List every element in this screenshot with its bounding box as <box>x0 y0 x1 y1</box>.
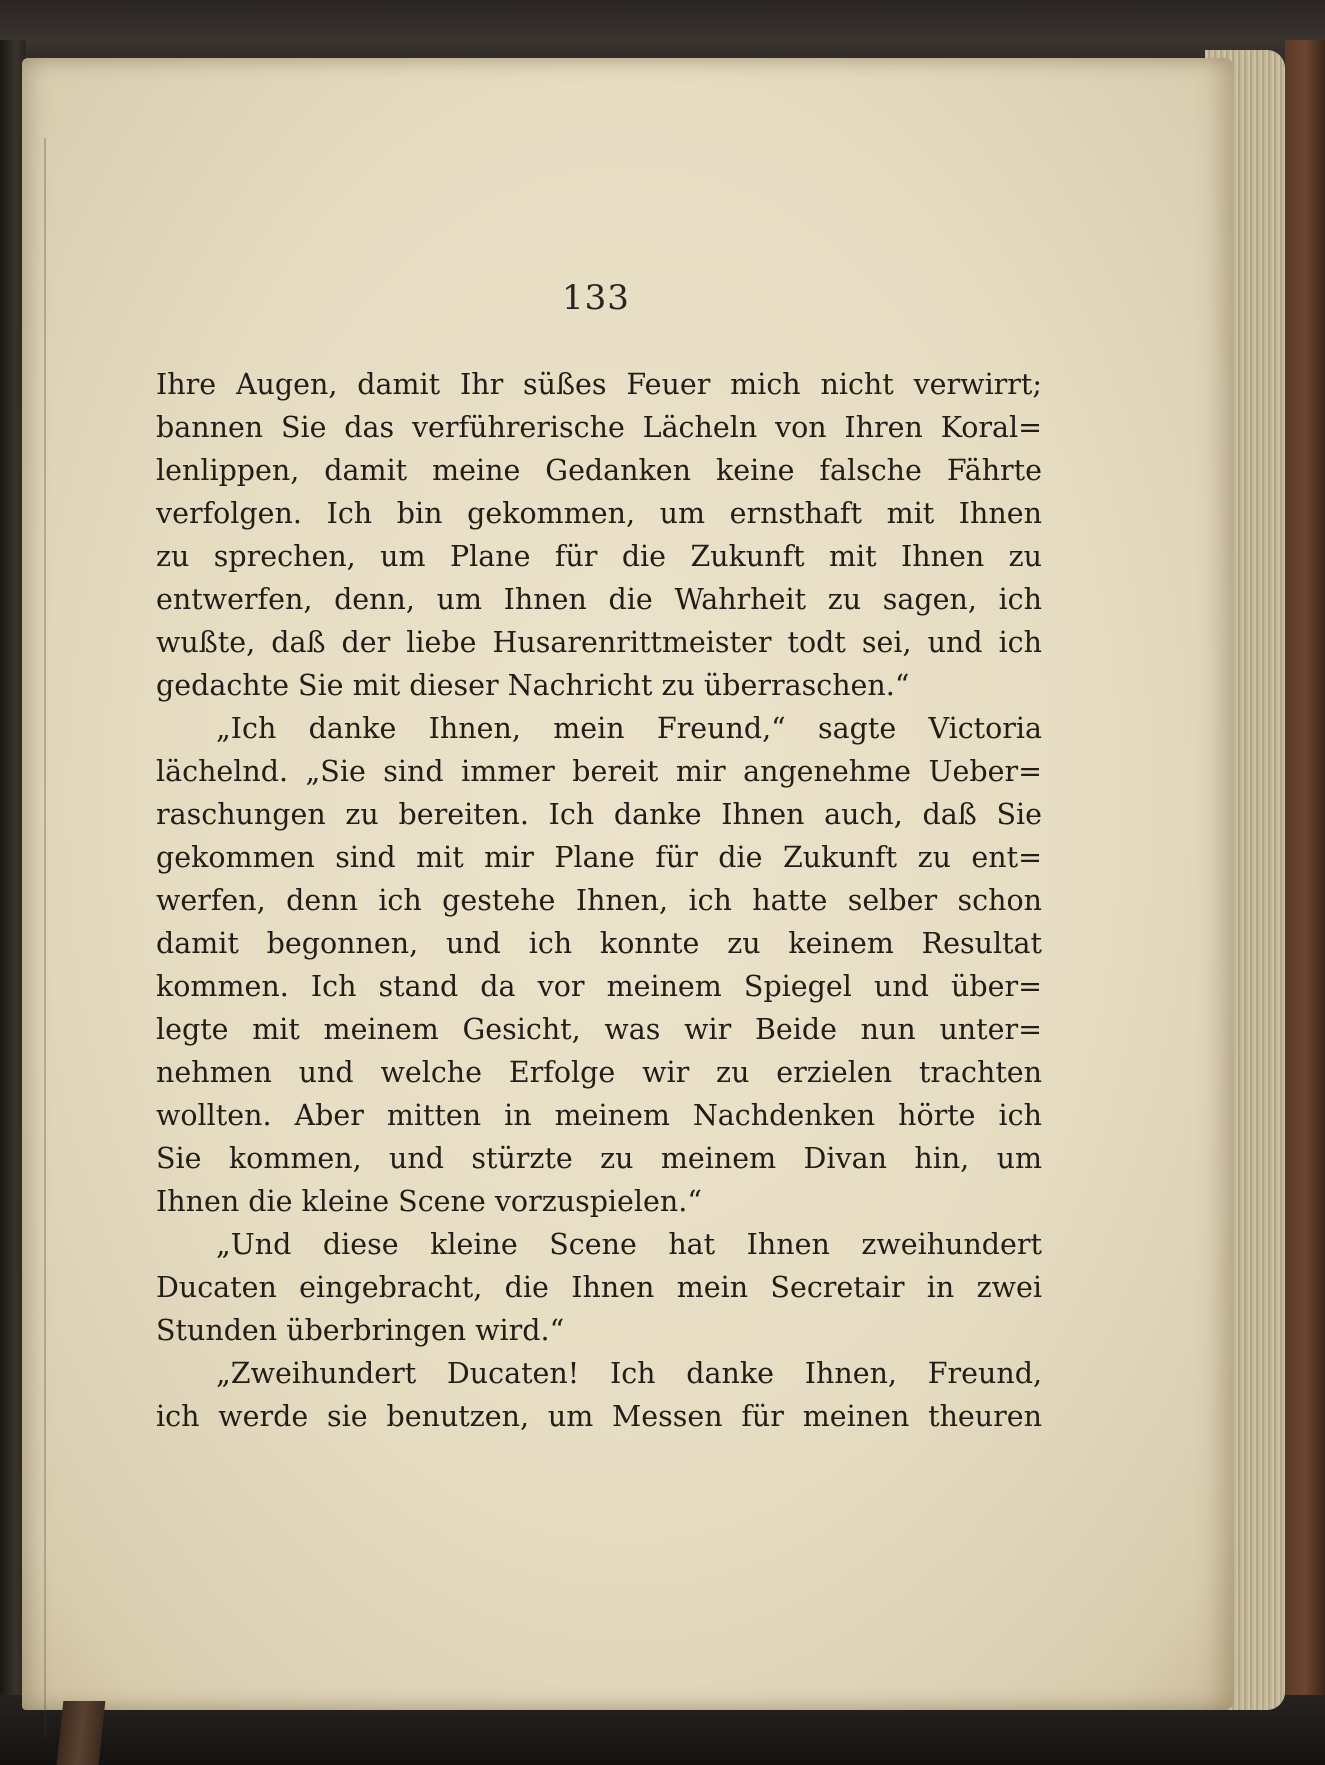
book-page <box>22 58 1234 1710</box>
text-line: lenlippen, damit meine Gedanken keine falsche Fährte <box>156 454 1042 487</box>
text-line: kommen. Ich stand da vor meinem Spiegel und über= <box>156 970 1042 1003</box>
text-line: „Und diese kleine Scene hat Ihnen zweihundert <box>216 1228 1042 1261</box>
text-line: Ihnen die kleine Scene vorzuspielen.“ <box>156 1185 702 1218</box>
text-line: wußte, daß der liebe Husarenrittmeister todt sei, und ich <box>156 626 1042 659</box>
text-line: raschungen zu bereiten. Ich danke Ihnen auch, daß Sie <box>156 798 1042 831</box>
text-block <box>156 363 1042 1438</box>
text-line: legte mit meinem Gesicht, was wir Beide nun unter= <box>156 1013 1042 1046</box>
text-line: gedachte Sie mit dieser Nachricht zu überraschen.“ <box>156 669 910 702</box>
text-line: werfen, denn ich gestehe Ihnen, ich hatte selber schon <box>156 884 1042 917</box>
text-line: gekommen sind mit mir Plane für die Zukunft zu ent= <box>156 841 1042 874</box>
text-line: Sie kommen, und stürzte zu meinem Divan hin, um <box>156 1142 1042 1175</box>
text-line: Ducaten eingebracht, die Ihnen mein Secretair in zwei <box>156 1271 1042 1304</box>
book-cover-right <box>1285 40 1325 1730</box>
text-line: bannen Sie das verführerische Lächeln von Ihren Koral= <box>156 411 1042 444</box>
text-line: ich werde sie benutzen, um Messen für meinen theuren <box>156 1400 1042 1433</box>
text-line: lächelnd. „Sie sind immer bereit mir angenehme Ueber= <box>156 755 1042 788</box>
text-line: „Ich danke Ihnen, mein Freund,“ sagte Victoria <box>216 712 1042 745</box>
page-number: 133 <box>562 278 630 318</box>
gutter-line <box>44 138 46 1738</box>
text-line: zu sprechen, um Plane für die Zukunft mit Ihnen zu <box>156 540 1042 573</box>
text-line: Ihre Augen, damit Ihr süßes Feuer mich nicht verwirrt; <box>156 368 1042 401</box>
text-line: nehmen und welche Erfolge wir zu erzielen trachten <box>156 1056 1042 1089</box>
text-line: wollten. Aber mitten in meinem Nachdenken hörte ich <box>156 1099 1042 1132</box>
text-line: damit begonnen, und ich konnte zu keinem Resultat <box>156 927 1042 960</box>
text-line: entwerfen, denn, um Ihnen die Wahrheit zu sagen, ich <box>156 583 1042 616</box>
text-line: „Zweihundert Ducaten! Ich danke Ihnen, Freund, <box>216 1357 1042 1390</box>
text-line: Stunden überbringen wird.“ <box>156 1314 565 1347</box>
bookmark-ribbon <box>57 1701 106 1765</box>
text-line: verfolgen. Ich bin gekommen, um ernsthaft mit Ihnen <box>156 497 1042 530</box>
